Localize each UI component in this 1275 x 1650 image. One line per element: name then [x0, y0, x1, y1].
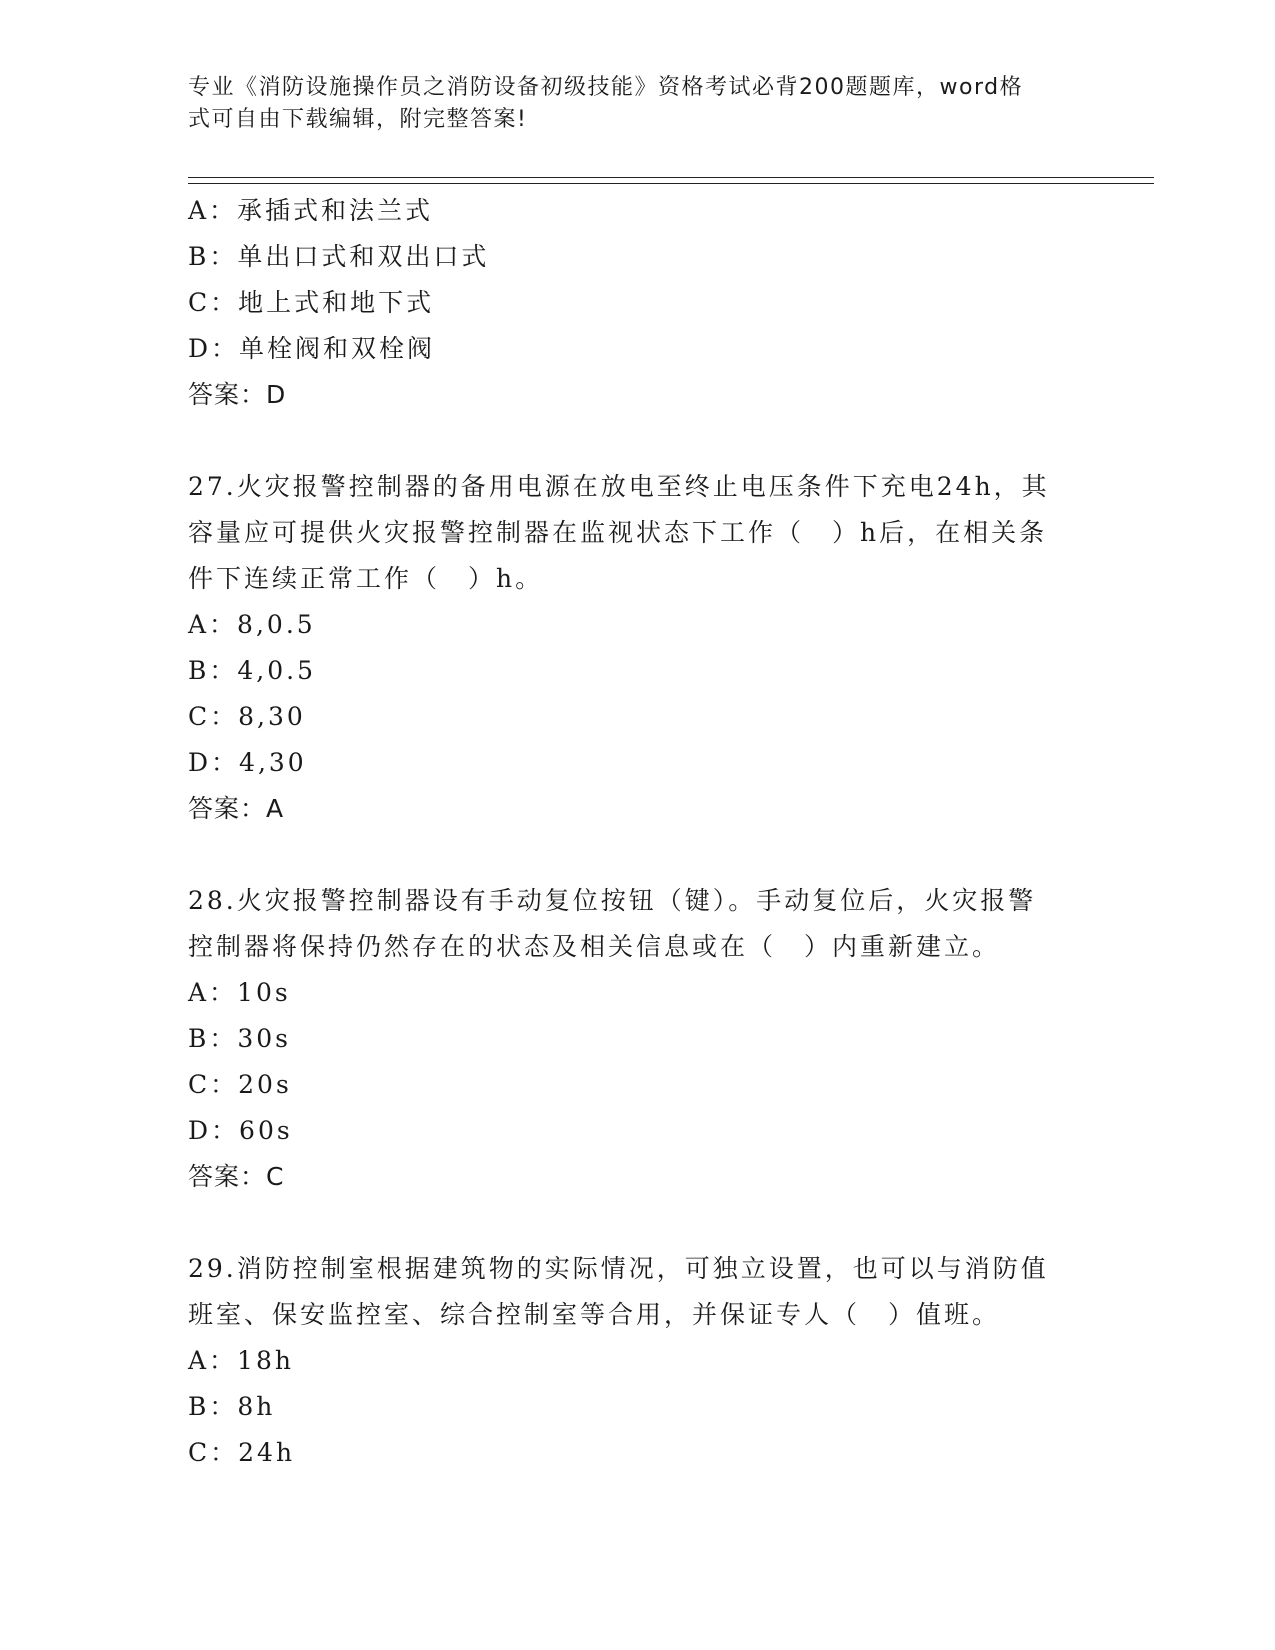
- answer-line: 答案：A: [188, 794, 285, 823]
- option-b: B：单出口式和双出口式: [188, 242, 490, 271]
- question-list: [188, 188, 1088, 1476]
- option-b: B：8h: [188, 1392, 276, 1421]
- header-divider-thick: [188, 177, 1154, 178]
- spacer: [188, 1200, 1088, 1246]
- header-divider-thin: [188, 183, 1154, 184]
- question-29: [188, 1246, 1088, 1476]
- option-a: A：8,0.5: [188, 610, 316, 639]
- answer-line: 答案：C: [188, 1162, 285, 1191]
- question-27: [188, 464, 1088, 832]
- spacer: [188, 418, 1088, 464]
- header-line-2: 式可自由下载编辑，附完整答案!: [188, 107, 528, 132]
- question-text-line: 28.火灾报警控制器设有手动复位按钮（键）。手动复位后，火灾报警: [188, 886, 1037, 915]
- option-a: A：10s: [188, 978, 291, 1007]
- option-a: A：18h: [188, 1346, 294, 1375]
- option-d: D：60s: [188, 1116, 293, 1145]
- option-c: C：20s: [188, 1070, 292, 1099]
- question-text-line: 29.消防控制室根据建筑物的实际情况，可独立设置，也可以与消防值: [188, 1254, 1049, 1283]
- question-text-line: 27.火灾报警控制器的备用电源在放电至终止电压条件下充电24h，其: [188, 472, 1050, 501]
- question-text-line: 容量应可提供火灾报警控制器在监视状态下工作（ ）h后，在相关条: [188, 518, 1048, 547]
- option-d: D：4,30: [188, 748, 307, 777]
- option-c: C：24h: [188, 1438, 296, 1467]
- question-26: [188, 188, 1088, 418]
- option-c: C：8,30: [188, 702, 306, 731]
- option-a: A：承插式和法兰式: [188, 196, 434, 225]
- option-c: C：地上式和地下式: [188, 288, 435, 317]
- document-header: [188, 72, 1088, 136]
- question-28: [188, 878, 1088, 1200]
- spacer: [188, 832, 1088, 878]
- question-text-line: 班室、保安监控室、综合控制室等合用，并保证专人（ ）值班。: [188, 1300, 1001, 1329]
- option-b: B：30s: [188, 1024, 292, 1053]
- option-b: B：4,0.5: [188, 656, 316, 685]
- question-text-line: 件下连续正常工作（ ）h。: [188, 564, 544, 593]
- option-d: D：单栓阀和双栓阀: [188, 334, 436, 363]
- header-line-1: 专业《消防设施操作员之消防设备初级技能》资格考试必背200题题库，word格: [188, 75, 1024, 100]
- question-text-line: 控制器将保持仍然存在的状态及相关信息或在（ ）内重新建立。: [188, 932, 1001, 961]
- answer-line: 答案：D: [188, 380, 287, 409]
